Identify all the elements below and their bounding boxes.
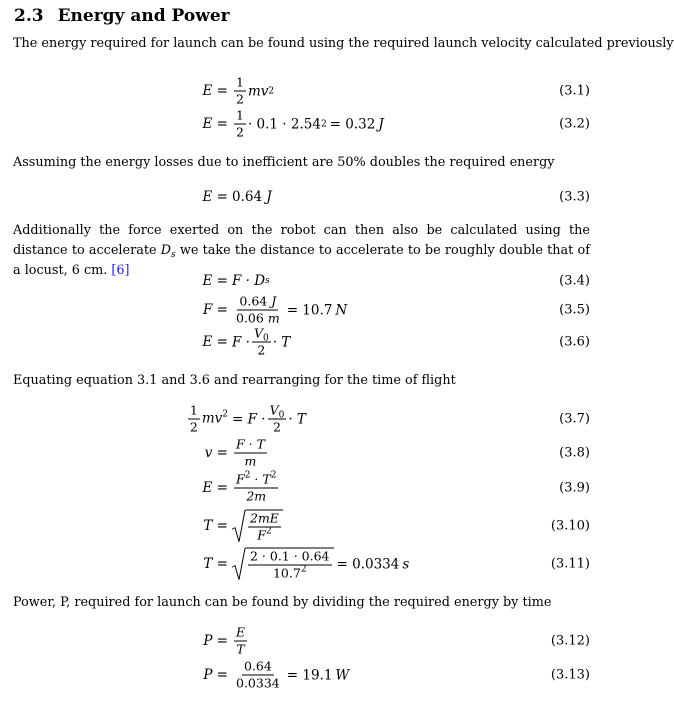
equation-3-4: E = F · D s (3.4) — [202, 273, 590, 289]
equation-number: (3.8) — [559, 445, 590, 461]
fraction: $\frac{V_0}{2}$ — [253, 325, 269, 358]
equation-3-6: E = F · $\frac{V_0}{2}$ · T (3.6) — [202, 325, 590, 358]
eq-lhs: E = — [202, 83, 228, 99]
equation-3-8 — [0, 436, 600, 470]
eq-lhs: T = — [203, 518, 228, 534]
fraction: $\frac{F^2 \cdot T^2}{2m}$ — [236, 470, 277, 504]
equation-number: (3.7) — [559, 411, 590, 427]
equation-number: (3.12) — [550, 633, 590, 649]
equation-number: (3.4) — [559, 273, 590, 289]
equation-number: (3.10) — [550, 518, 590, 534]
equation-number: (3.5) — [559, 302, 590, 318]
square-root: $\frac{2mE}{F^2}$ — [232, 510, 283, 543]
equation-number: (3.6) — [559, 334, 590, 350]
paragraph-force: Additionally the force exerted on the robot can then also be calculated using the distance to accelerate $D_s$ we take the distance to accelerate to be roughly double that of a locust, 6 cm. [6] — [13, 223, 590, 278]
paragraph-intro: The energy required for launch can be found using the required launch velocity calculated previously — [13, 36, 674, 51]
eq-lhs: E = — [202, 334, 228, 350]
eq-lhs: E = — [202, 273, 228, 289]
eq-lhs: E = — [202, 189, 228, 205]
equation-3-2: E = $\frac{1}{2}$ · 0.1 · 2.54 2 = 0.32 J (3.2) — [202, 107, 590, 140]
eq-lhs: P = — [203, 633, 228, 649]
equation-3-10 — [0, 506, 600, 546]
equation-number: (3.3) — [559, 189, 590, 205]
eq-lhs: F = — [203, 302, 228, 318]
equation-number: (3.1) — [559, 83, 590, 99]
equation-number: (3.11) — [550, 556, 590, 572]
equation-number: (3.2) — [559, 116, 590, 132]
section-title: Energy and Power — [57, 6, 230, 26]
equation-3-1: E = $\frac{1}{2}$ mv 2 (3.1) — [202, 74, 590, 107]
fraction: $\frac{0.64 J}{0.06 m}$ — [236, 293, 280, 326]
square-root: $\frac{2 \cdot 0.1 \cdot 0.64}{10.7^2}$ — [232, 548, 334, 581]
section-number: 2.3 — [14, 6, 44, 26]
equation-number: (3.13) — [550, 667, 590, 683]
eq-lhs: $\frac{1}{2}$ $mv^2$ — [189, 402, 228, 435]
eq-lhs: T = — [203, 556, 228, 572]
eq-lhs: E = — [202, 116, 228, 132]
equation-3-3: E = 0.64 J (3.3) — [202, 189, 590, 205]
equation-3-7: $\frac{1}{2}$ $mv^2$ = F · $\frac{V_0}{2}$ · T (3.7) — [0, 402, 600, 436]
paragraph-equating: Equating equation 3.1 and 3.6 and rearranging for the time of flight — [13, 373, 456, 388]
equation-3-5: F = $\frac{0.64 J}{0.06 m}$ = 10.7 N (3.5) — [203, 293, 590, 326]
fraction: $\frac{1}{2}$ — [236, 74, 244, 107]
fraction: $\frac{E}{T}$ — [236, 624, 246, 657]
eq-lhs: P = — [203, 667, 228, 683]
fraction: $\frac{0.64}{0.0334}$ — [236, 658, 280, 691]
equation-3-13: P = $\frac{0.64}{0.0334}$ = 19.1 W (3.13) — [203, 658, 590, 691]
equation-3-12 — [0, 624, 600, 658]
fraction: $\frac{V_0}{2}$ — [269, 402, 285, 435]
equation-number: (3.9) — [559, 480, 590, 496]
citation-link[interactable]: [6] — [111, 263, 130, 278]
eq-lhs: v = — [204, 445, 228, 461]
equation-3-11: T = $\frac{2 \cdot 0.1 \cdot 0.64}{10.7^2}$ = 0.0334 s (3.11) — [203, 548, 590, 581]
paragraph-power: Power, P, required for launch can be found by dividing the required energy by time — [13, 595, 552, 610]
paragraph-losses: Assuming the energy losses due to inefficient are 50% doubles the required energy — [13, 155, 555, 170]
eq-lhs: E = — [202, 480, 228, 496]
equation-3-9 — [0, 470, 600, 506]
fraction: $\frac{1}{2}$ — [236, 107, 244, 140]
fraction: $\frac{F \cdot T}{m}$ — [236, 436, 265, 469]
section-heading — [14, 6, 230, 26]
